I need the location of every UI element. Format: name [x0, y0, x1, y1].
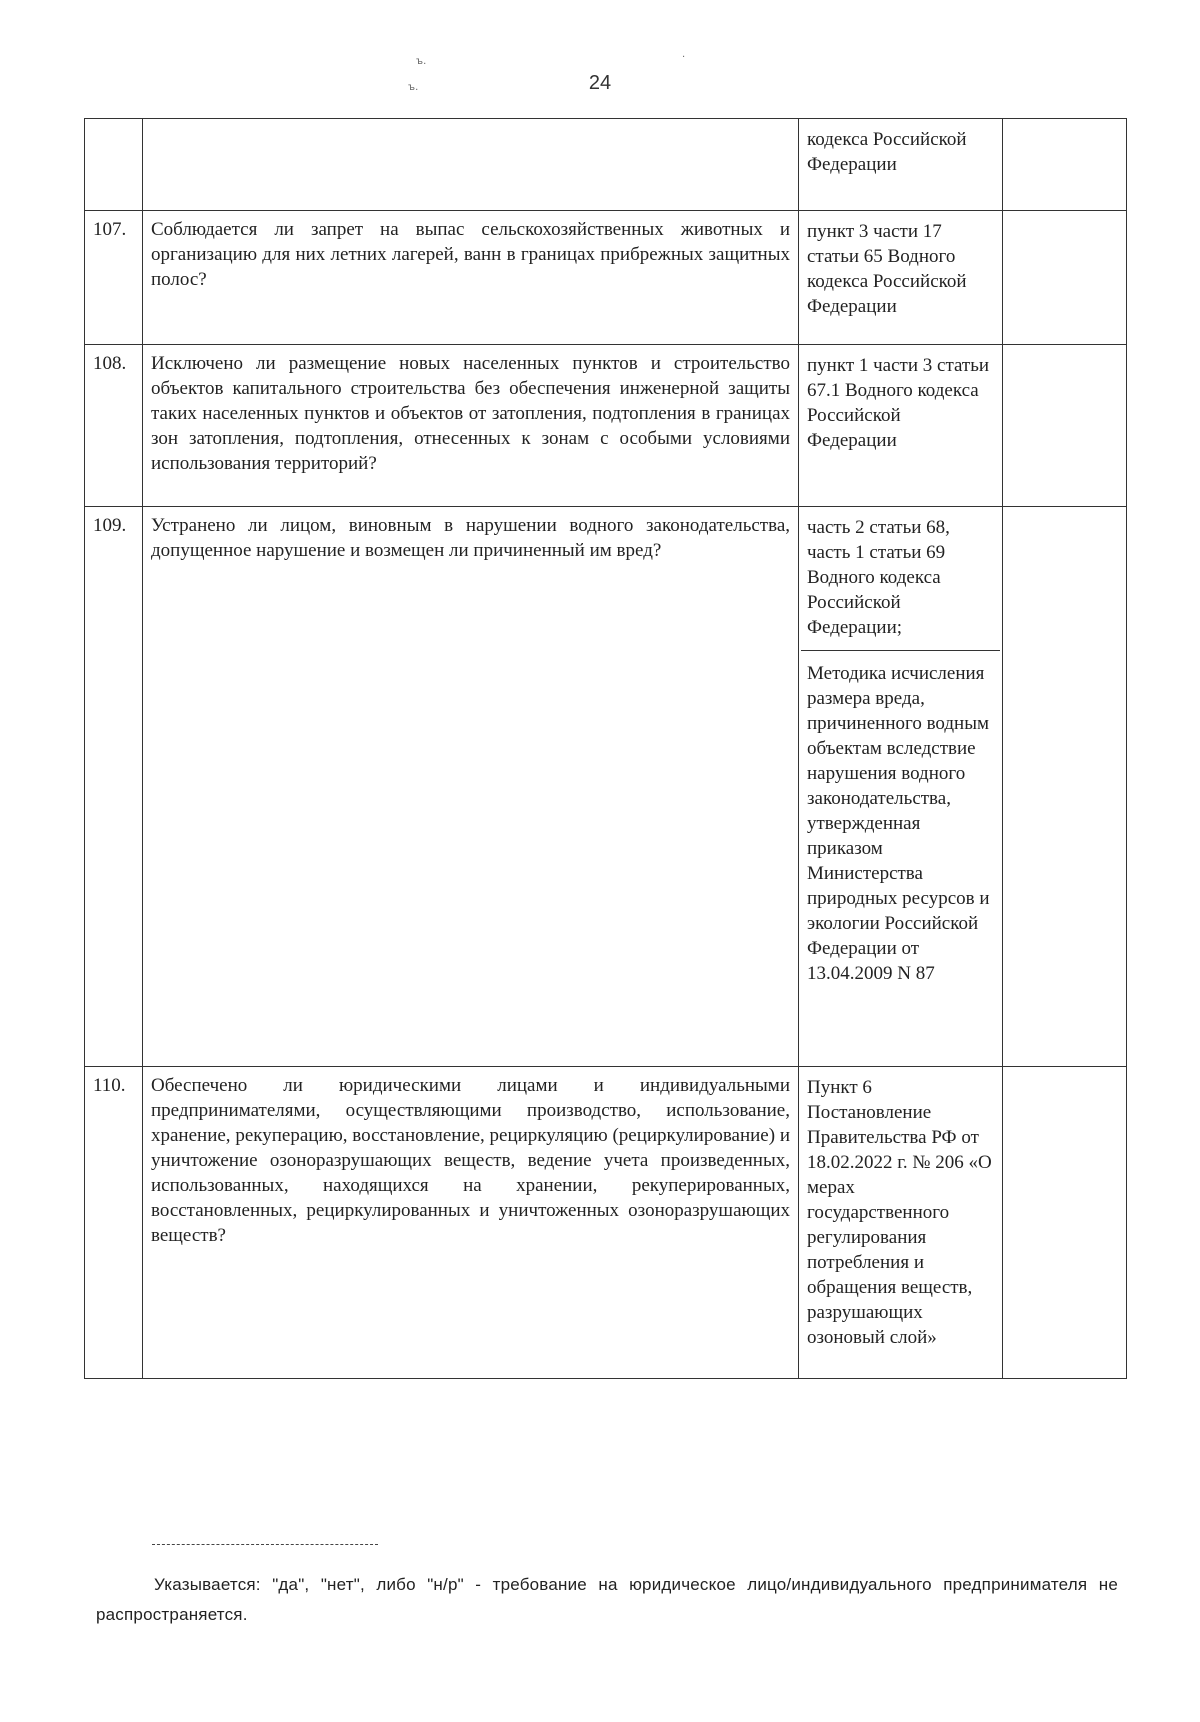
scan-speck: ъ. [416, 56, 427, 67]
scan-speck: · [682, 52, 686, 63]
footnote-separator [152, 1544, 378, 1545]
answer-cell [1003, 211, 1127, 345]
reference-text: часть 2 статьи 68, часть 1 статьи 69 Водного кодекса Российской Федерации; [807, 517, 950, 638]
row-reference [799, 507, 1003, 1067]
row-number: 110. [85, 1067, 143, 1379]
row-reference [799, 211, 1003, 345]
row-question: Устранено ли лицом, виновным в нарушении водного законодательства, допущенное нарушение и возмещен ли причиненный им вред? [143, 507, 799, 1067]
row-reference [799, 119, 1003, 211]
table-row [85, 211, 1127, 345]
row-number: 108. [85, 345, 143, 507]
reference-text: пункт 3 части 17 статьи 65 Водного кодекса Российской Федерации [807, 221, 967, 317]
row-number: 107. [85, 211, 143, 345]
table-row [85, 345, 1127, 507]
answer-cell [1003, 1067, 1127, 1379]
checklist-table [84, 118, 1127, 1379]
row-question: Исключено ли размещение новых населенных пунктов и строительство объектов капитального строительства без обеспечения инженерной защиты таких населенных пунктов и объектов от затопления, подтопления в границах зон затопления, подтопления, отнесенных к зонам с особыми условиями использования территорий? [143, 345, 799, 507]
reference-text: пункт 1 части 3 статьи 67.1 Водного кодекса Российской Федерации [807, 355, 990, 451]
page-number: 24 [588, 72, 612, 94]
answer-cell [1003, 345, 1127, 507]
answer-cell [1003, 119, 1127, 211]
row-reference [799, 345, 1003, 507]
row-reference [799, 1067, 1003, 1379]
table-row [85, 507, 1127, 1067]
table-row [85, 1067, 1127, 1379]
reference-text: Пункт 6 Постановление Правительства РФ от 18.02.2022 г. № 206 «О мерах государственного регулирования потребления и обращения веществ, разрушающих озоновый слой» [807, 1077, 992, 1348]
table-row [85, 119, 1127, 211]
row-question: Обеспечено ли юридическими лицами и индивидуальными предпринимателями, осуществляющими производство, использование, хранение, рекуперацию, восстановление, рециркуляцию (рециркулирование) и уничтожение озоноразрушающих веществ, ведение учета произведенных, использованных, находящихся на хранении, рекуперированных, восстановленных, рециркулированных и уничтоженных озоноразрушающих веществ? [143, 1067, 799, 1379]
reference-text: кодекса Российской Федерации [807, 129, 967, 175]
row-number: 109. [85, 507, 143, 1067]
row-number [85, 119, 143, 211]
footnote: Указывается: "да", "нет", либо "н/р" - требование на юридическое лицо/индивидуального предпринимателя не распространяется. [96, 1575, 1118, 1624]
row-question [143, 119, 799, 211]
reference-text: Методика исчисления размера вреда, причиненного водным объектам вследствие нарушения водного законодательства, утвержденная приказом Министерства природных ресурсов и экологии Российской Федерации от 13.04.2009 N 87 [801, 650, 1000, 988]
row-question: Соблюдается ли запрет на выпас сельскохозяйственных животных и организацию для них летних лагерей, ванн в границах прибрежных защитных полос? [143, 211, 799, 345]
scan-speck: ъ. [408, 82, 419, 93]
answer-cell [1003, 507, 1127, 1067]
